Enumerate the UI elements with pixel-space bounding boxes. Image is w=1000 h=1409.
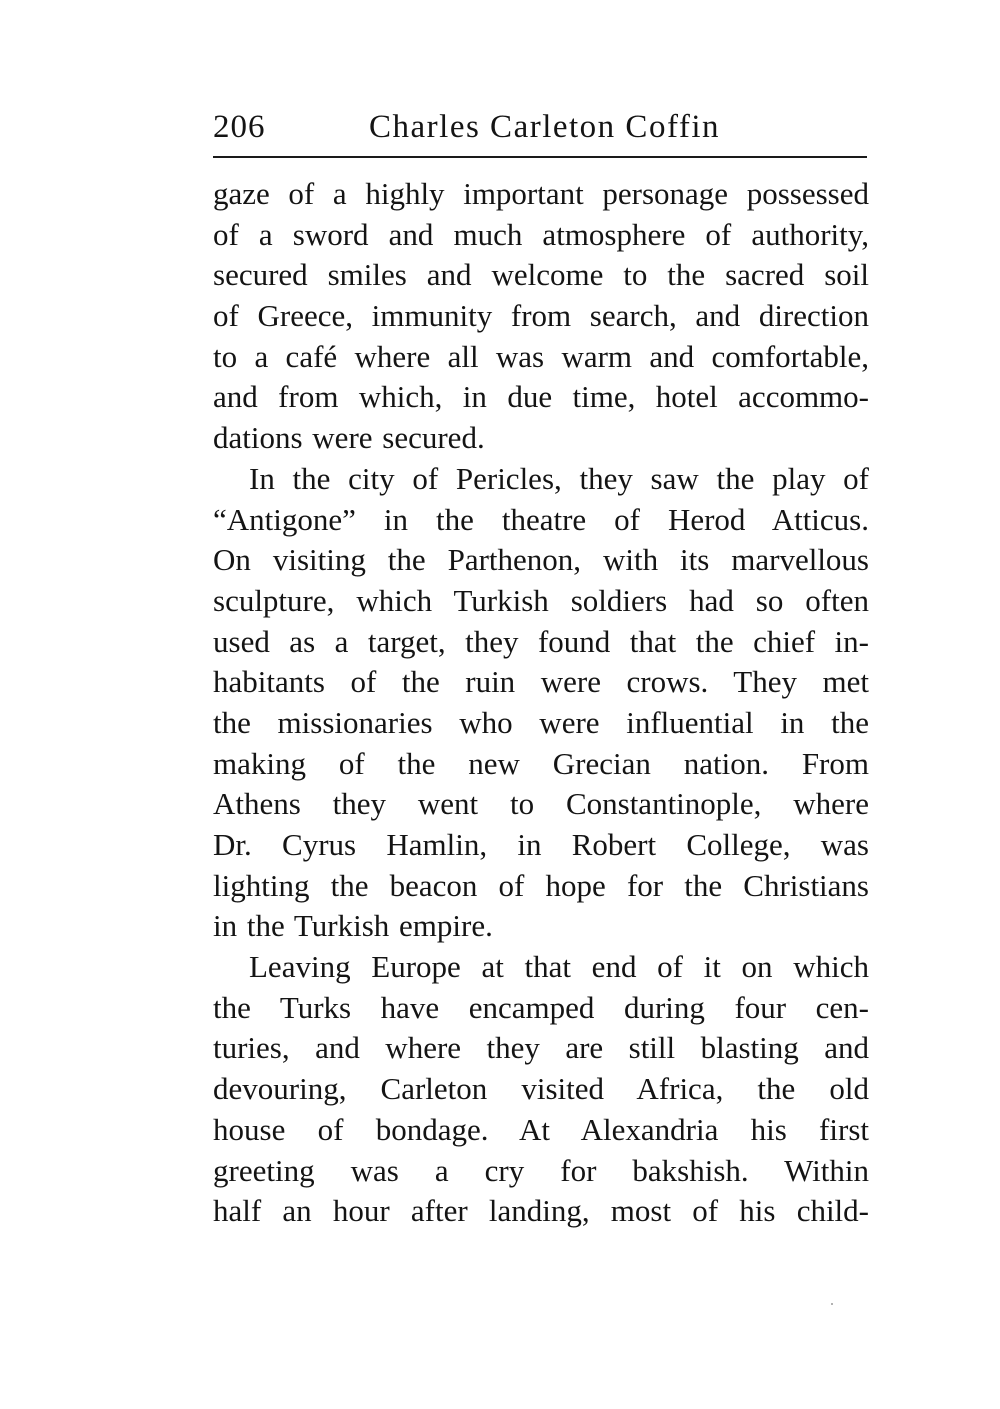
text-line: house of bondage. At Alexandria his first [213, 1111, 869, 1147]
running-head [213, 104, 868, 150]
page-number: 206 [213, 109, 266, 145]
text-line: In the city of Pericles, they saw the play of [249, 460, 869, 496]
header-rule [213, 156, 867, 158]
text-line: greeting was a cry for bakshish. Within [213, 1152, 869, 1188]
text-line: dations were secured. [213, 420, 485, 456]
text-line: On visiting the Parthenon, with its marvellous [213, 542, 869, 578]
text-line: the Turks have encamped during four cen- [213, 989, 869, 1025]
text-line: and from which, in due time, hotel accommo- [213, 379, 869, 415]
text-line: making of the new Grecian nation. From [213, 745, 869, 781]
text-line: half an hour after landing, most of his child- [213, 1193, 869, 1229]
text-line: sculpture, which Turkish soldiers had so often [213, 582, 869, 618]
text-line: of Greece, immunity from search, and direction [213, 298, 869, 334]
text-line: of a sword and much atmosphere of authority, [213, 216, 869, 252]
running-title: Charles Carleton Coffin [369, 109, 720, 145]
text-line: habitants of the ruin were crows. They met [213, 664, 869, 700]
text-line: in the Turkish empire. [213, 908, 493, 944]
text-line: the missionaries who were influential in the [213, 704, 869, 740]
text-line: secured smiles and welcome to the sacred soil [213, 257, 869, 293]
text-line: gaze of a highly important personage possessed [213, 176, 869, 211]
text-line: to a café where all was warm and comfortable, [213, 338, 869, 374]
paper-speck [831, 1303, 833, 1305]
text-line: Leaving Europe at that end of it on which [249, 949, 869, 985]
text-line: devouring, Carleton visited Africa, the old [213, 1071, 869, 1107]
text-line: Dr. Cyrus Hamlin, in Robert College, was [213, 827, 869, 862]
text-line: used as a target, they found that the chief in- [213, 623, 869, 659]
text-line: “Antigone” in the theatre of Herod Atticus. [213, 501, 869, 537]
text-line: turies, and where they are still blasting and [213, 1030, 869, 1066]
text-line: Athens they went to Constantinople, where [213, 786, 869, 822]
text-line: lighting the beacon of hope for the Christians [213, 867, 869, 903]
body-text [213, 174, 869, 1232]
